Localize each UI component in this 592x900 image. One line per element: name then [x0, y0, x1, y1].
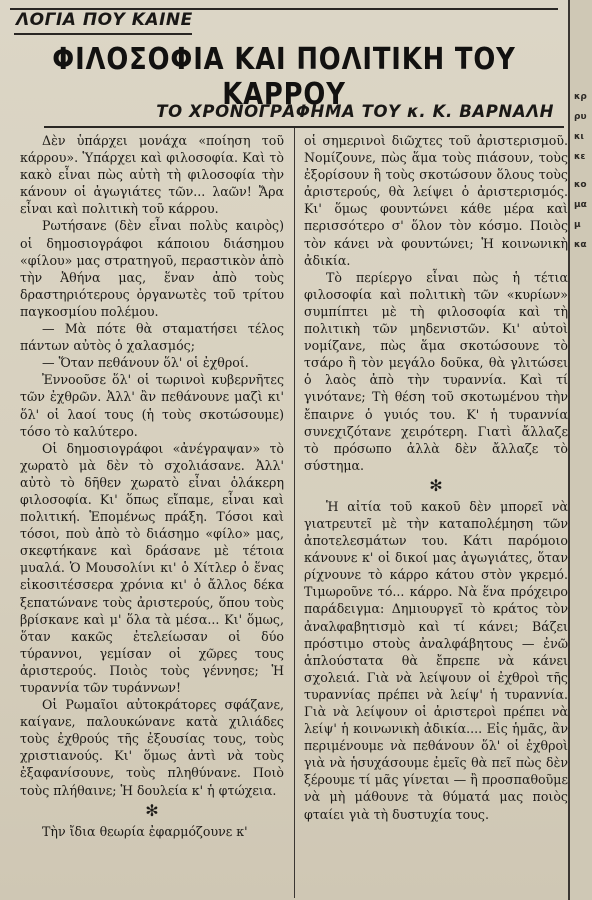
section-rule [14, 33, 192, 35]
paragraph: οἱ σημερινοὶ διῶχτες τοῦ ἀριστερισμοῦ. Νομίζουνε, πὼς ἅμα τοὺς πιάσουν, τοὺς ἐξορίσουν ἢ τοὺς σκοτώσουν ὅλους τοὺς ἀριστερούς, θὰ λείψει ὁ ἀριστερισμός. Κι' ὅμως φουντώνει κάθε μέρα καὶ περισσότερο σ' ὅλον τὸν κόσμο. Ποιὸς τὸν κάνει νὰ φουντώνει; Ἡ κοινωνικὴ ἀδικία. [304, 133, 568, 268]
left-column [20, 132, 284, 840]
right-column [304, 132, 568, 823]
margin-fragment: κι [574, 132, 584, 142]
margin-fragment: κο [574, 180, 587, 190]
margin-fragment: κε [574, 152, 586, 162]
article-subheadline: ΤΟ ΧΡΟΝΟΓΡΑΦΗΜΑ ΤΟΥ κ. Κ. ΒΑΡΝΑΛΗ [156, 102, 554, 121]
paragraph: — Ὅταν πεθάνουν ὅλ' οἱ ἐχθροί. [42, 355, 249, 371]
paragraph: Δὲν ὑπάρχει μονάχα «ποίηση τοῦ κάρρου». Ὑπάρχει καὶ φιλοσοφία. Καὶ τὸ κακὸ εἶναι πὼς αὐτὴ τὴ φιλοσοφία τὴν κάνουν οἱ ἀγωγιάτες τῶν... λαῶν! Ἄρα εἶναι καὶ πολιτικὴ τοῦ κάρρου. [20, 133, 284, 217]
paragraph: Οἱ Ρωμαῖοι αὐτοκράτορες σφάζανε, καίγανε, παλουκώνανε κατὰ χιλιάδες τοὺς ἐχθρούς τῆς ἐξουσίας τους, τοὺς χριστιανούς. Κι' ὅμως ἀντὶ νὰ τοὺς ἐξαφανίσουνε, τοὺς πληθύνανε. Ποιὸ τοὺς πλήθαινε; Ἡ δουλεία κ' ἡ φτώχεια. [20, 697, 284, 798]
paragraph: Τὴν ἴδια θεωρία ἐφαρμόζουνε κ' [42, 823, 248, 839]
separator-asterisk: ✻ [145, 800, 159, 820]
separator-asterisk: ✻ [429, 475, 443, 495]
section-label: ΛΟΓΙΑ ΠΟΥ ΚΑΙΝΕ [16, 10, 193, 30]
paragraph: Ἐννοοῦσε ὅλ' οἱ τωρινοὶ κυβερνῆτες τῶν ἐχθρῶν. Ἀλλ' ἂν πεθάνουνε μαζὶ κι' ὅλ' οἱ λαοί τους (ἡ τοὺς σκοτώσουμε) τόσο τὸ καλύτερο. [20, 372, 284, 439]
article-headline: ΦΙΛΟΣΟΦΙΑ ΚΑΙ ΠΟΛΙΤΙΚΗ ΤΟΥ ΚΑΡΡΟΥ [52, 42, 516, 112]
adjacent-column-fragment [568, 0, 592, 900]
margin-fragment: ρυ [574, 112, 587, 122]
subheadline-rule [44, 126, 564, 128]
paragraph: Οἱ δημοσιογράφοι «ἀνέγραψαν» τὸ χωρατὸ μὰ δὲν τὸ σχολιάσανε. Ἀλλ' αὐτὸ τὸ δῆθεν χωρατὸ εἶναι ὁλάκερη φιλοσοφία. Κι' ὅπως εἴπαμε, εἶναι καὶ πολιτική. Ἑπομένως πράξη. Τόσοι καὶ τόσοι, ποὺ ἀπὸ τὸ διάσημο «φίλο» μας, σκεφτήκανε καὶ δράσανε μὲ τέτοια μυαλά. Ὁ Μουσολίνι κι' ὁ Χίτλερ ὁ ἕνας εἰκοσιτέσσερα χρόνια κι' ὁ ἄλλος δέκα ξεπατώνανε τοὺς ἀριστερούς, ὅπου τοὺς βρίσκανε καὶ μ' ὅλα τὰ μέσα... Κι' ὅμως, ὅταν κακῶς ἐτελείωσαν οἱ δύο τύραννοι, γεμίσαν οἱ χῶρες τους ἀριστερούς. Ποιὸς τοὺς γέννησε; Ἡ τυραννία τῶν τυράννων! [20, 440, 284, 695]
margin-fragment: κα [574, 240, 587, 250]
paragraph: Ρωτήσανε (δὲν εἶναι πολὺς καιρὸς) οἱ δημοσιογράφοι κάποιου διάσημου «φίλου» μας στρατηγοῦ, περαστικὸν ἀπὸ τὴν Ἀθήνα μας, ἕναν ἀπὸ τοὺς δραστηριότερους ὀργανωτὲς τοῦ τρίτου παγκοσμίου πολέμου. [20, 218, 284, 319]
margin-fragment: μ [574, 220, 581, 230]
column-divider [294, 128, 295, 898]
paragraph: Τὸ περίεργο εἶναι πὼς ἡ τέτια φιλοσοφία καὶ πολιτικὴ τῶν «κυρίων» συμπίπτει μὲ τὴ φιλοσοφία καὶ τὴ πολιτικὴ τῶν μηδενιστῶν. Κι' αὐτοὶ νομίζανε, πὼς ἅμα σκοτώσουνε τὸ τσάρο ἢ τὸν μεγάλο δοῦκα, θὰ γλιτώσει ὁ λαὸς ἀπὸ τὴν τυραννία. Καὶ τί γινότανε; Τὴ θέση τοῦ σκοτωμένου τὴν ἔπαιρνε ὁ γυιός του. Κ' ἡ τυραννία συνεχιζότανε χειρότερη. Γιατὶ ἄλλαζε τὸ πρόσωπο ἀλλὰ δὲν ἄλλαζε τὸ σύστημα. [304, 269, 568, 473]
margin-fragment: μα [574, 200, 587, 210]
margin-fragment: κρ [574, 92, 587, 102]
paragraph: Ἡ αἰτία τοῦ κακοῦ δὲν μπορεῖ νὰ γιατρευτεῖ μὲ τὴν καταπολέμηση τῶν ἀποτελεσμάτων του. Κάτι παρόμοιο κάνουνε κ' οἱ δικοί μας ἀγωγιάτες, ὅταν ρίχνουνε τὸ κάρρο κάτου στὸν γκρεμό. Τιμωροῦνε τό... κάρρο. Νὰ ἕνα πρόχειρο παράδειγμα: Δημιουργεῖ τὸ κράτος τὸν ἀναλφαβητισμὸ καὶ τί κάνει; Βάζει πρόστιμο στοὺς ἀναλφάβητους — ἐνῶ ἁπλούστατα θὰ ἔπρεπε νὰ κάνει σχολειά. Γιὰ νὰ λείψουν οἱ ἐχθροὶ τῆς τυραννίας πρέπει νὰ λείψ' ἡ τυραννία. Γιὰ νὰ λείψουν οἱ ἀριστεροὶ πρέπει νὰ λείψ' ἡ κοινωνικὴ ἀδικία.... Εἰς ἡμᾶς, ἂν περιμένουμε νὰ πεθάνουν ὅλ' οἱ ἐχθροὶ γιὰ νὰ ἡσυχάσουμε ἐμεῖς θὰ πεῖ πὼς δὲν ξέρουμε τί μᾶς γίνεται — ἢ προσπαθοῦμε νὰ μὴ μάθουνε τὰ θύματά μας ποιὸς φταίει γιὰ τὴ δυστυχία τους. [304, 498, 568, 822]
paragraph: — Μὰ πότε θὰ σταματήσει τέλος πάντων αὐτὸς ὁ χαλασμός; [20, 321, 284, 354]
